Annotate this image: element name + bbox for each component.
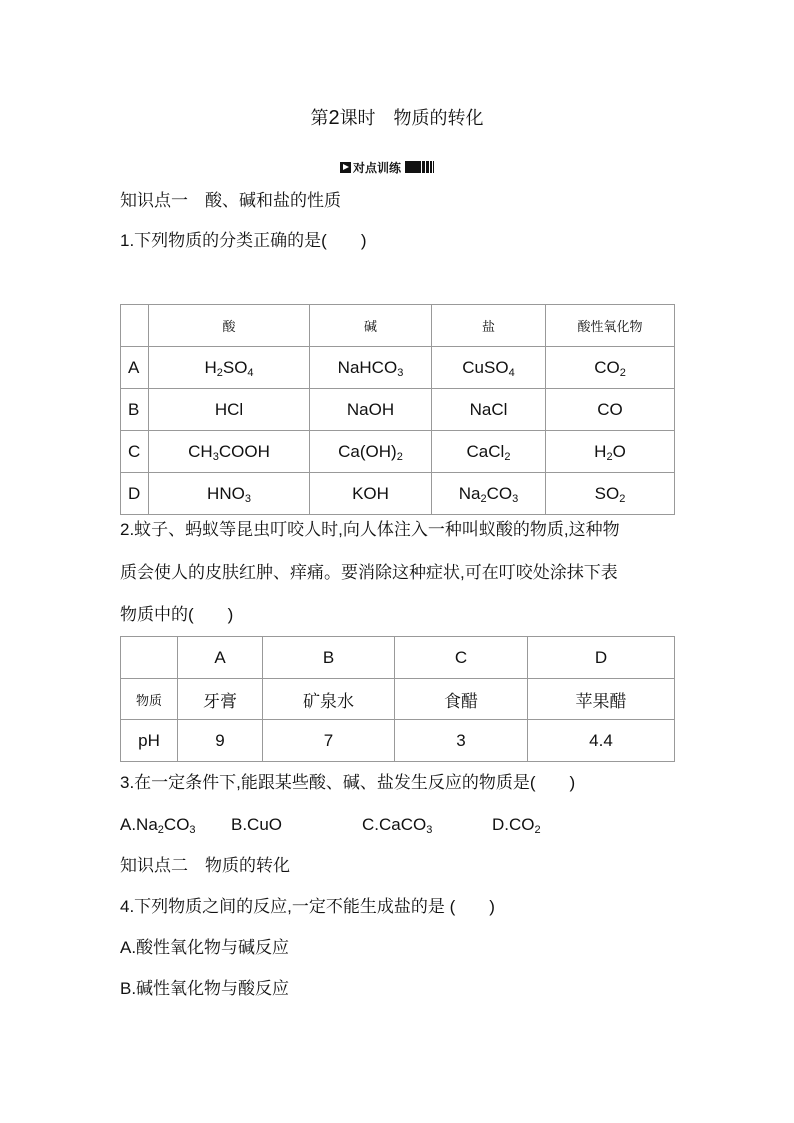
header-cell: A bbox=[178, 637, 263, 679]
table-cell: $H_2SO_4$ bbox=[149, 347, 310, 389]
table-cell: KOH bbox=[310, 473, 432, 515]
table-header-row bbox=[121, 637, 675, 679]
row-label: B bbox=[121, 389, 149, 431]
header-cell: D bbox=[528, 637, 675, 679]
table-header-row bbox=[121, 305, 675, 347]
header-cell: 酸性氧化物 bbox=[546, 305, 675, 347]
table-cell: $CH_3COOH$ bbox=[149, 431, 310, 473]
question-4-option-a: A.酸性氧化物与碱反应 bbox=[120, 938, 290, 957]
table-cell: $H_2O$ bbox=[546, 431, 675, 473]
table-row bbox=[121, 389, 675, 431]
play-icon bbox=[340, 162, 351, 173]
table-cell: 7 bbox=[263, 720, 395, 762]
table-cell: HCl bbox=[149, 389, 310, 431]
table-cell: 苹果醋 bbox=[528, 679, 675, 720]
question-2-line-2: 质会使人的皮肤红肿、痒痛。要消除这种症状,可在叮咬处涂抹下表 bbox=[120, 563, 618, 582]
header-cell: B bbox=[263, 637, 395, 679]
table-row bbox=[121, 679, 675, 720]
banner-label: 对点训练 bbox=[353, 160, 402, 175]
title-prefix: 第 bbox=[310, 108, 329, 129]
row-label: pH bbox=[121, 720, 178, 762]
question-4-stem: 4.下列物质之间的反应,一定不能生成盐的是 ( ) bbox=[120, 897, 495, 916]
table-cell: CO bbox=[546, 389, 675, 431]
table-row bbox=[121, 720, 675, 762]
question-2-line-1: 2.蚊子、蚂蚁等昆虫叮咬人时,向人体注入一种叫蚁酸的物质,这种物 bbox=[120, 520, 620, 539]
table-row bbox=[121, 473, 675, 515]
row-label: 物质 bbox=[121, 679, 178, 720]
table-cell: $CO_2$ bbox=[546, 347, 675, 389]
title-suffix: 课时 物质的转化 bbox=[339, 108, 484, 129]
section-heading-2: 知识点二 物质的转化 bbox=[120, 856, 290, 876]
table-cell: $Ca(OH)_2$ bbox=[310, 431, 432, 473]
table-cell: $Na_2CO_3$ bbox=[432, 473, 546, 515]
question-1-stem: 1.下列物质的分类正确的是( ) bbox=[120, 231, 367, 250]
table-cell: 9 bbox=[178, 720, 263, 762]
row-label: A bbox=[121, 347, 149, 389]
page-title bbox=[0, 104, 794, 130]
table-cell: NaOH bbox=[310, 389, 432, 431]
table-cell: NaCl bbox=[432, 389, 546, 431]
table-cell: $HNO_3$ bbox=[149, 473, 310, 515]
table-cell: CaCl$_2$ bbox=[432, 431, 546, 473]
exercise-banner bbox=[340, 158, 434, 176]
question-3-option-b: B.CuO bbox=[231, 815, 283, 834]
table-row bbox=[121, 347, 675, 389]
header-cell bbox=[121, 305, 149, 347]
classification-table bbox=[120, 304, 675, 515]
ph-table bbox=[120, 636, 675, 762]
title-number: 2 bbox=[328, 107, 340, 129]
header-cell: C bbox=[395, 637, 528, 679]
table-cell: 3 bbox=[395, 720, 528, 762]
table-cell: CuSO$_4$ bbox=[432, 347, 546, 389]
table-row bbox=[121, 431, 675, 473]
question-2-line-3: 物质中的( ) bbox=[120, 605, 234, 624]
header-cell: 盐 bbox=[432, 305, 546, 347]
header-cell: 碱 bbox=[310, 305, 432, 347]
row-label: C bbox=[121, 431, 149, 473]
question-3-option-d: $D.CO_2$ bbox=[492, 815, 541, 836]
table-cell: $SO_2$ bbox=[546, 473, 675, 515]
table-cell: 牙膏 bbox=[178, 679, 263, 720]
section-heading-1: 知识点一 酸、碱和盐的性质 bbox=[120, 191, 341, 211]
question-4-option-b: B.碱性氧化物与酸反应 bbox=[120, 979, 290, 998]
header-cell bbox=[121, 637, 178, 679]
table-cell: 矿泉水 bbox=[263, 679, 395, 720]
bars-decoration-icon bbox=[405, 161, 434, 173]
table-cell: NaHCO$_3$ bbox=[310, 347, 432, 389]
question-3-option-a: $A.Na_2CO_3$ bbox=[120, 815, 196, 836]
question-3-option-c: C.CaCO$_3$ bbox=[362, 815, 433, 836]
table-cell: 4.4 bbox=[528, 720, 675, 762]
row-label: D bbox=[121, 473, 149, 515]
question-3-stem: 3.在一定条件下,能跟某些酸、碱、盐发生反应的物质是( ) bbox=[120, 773, 576, 792]
table-cell: 食醋 bbox=[395, 679, 528, 720]
header-cell: 酸 bbox=[149, 305, 310, 347]
